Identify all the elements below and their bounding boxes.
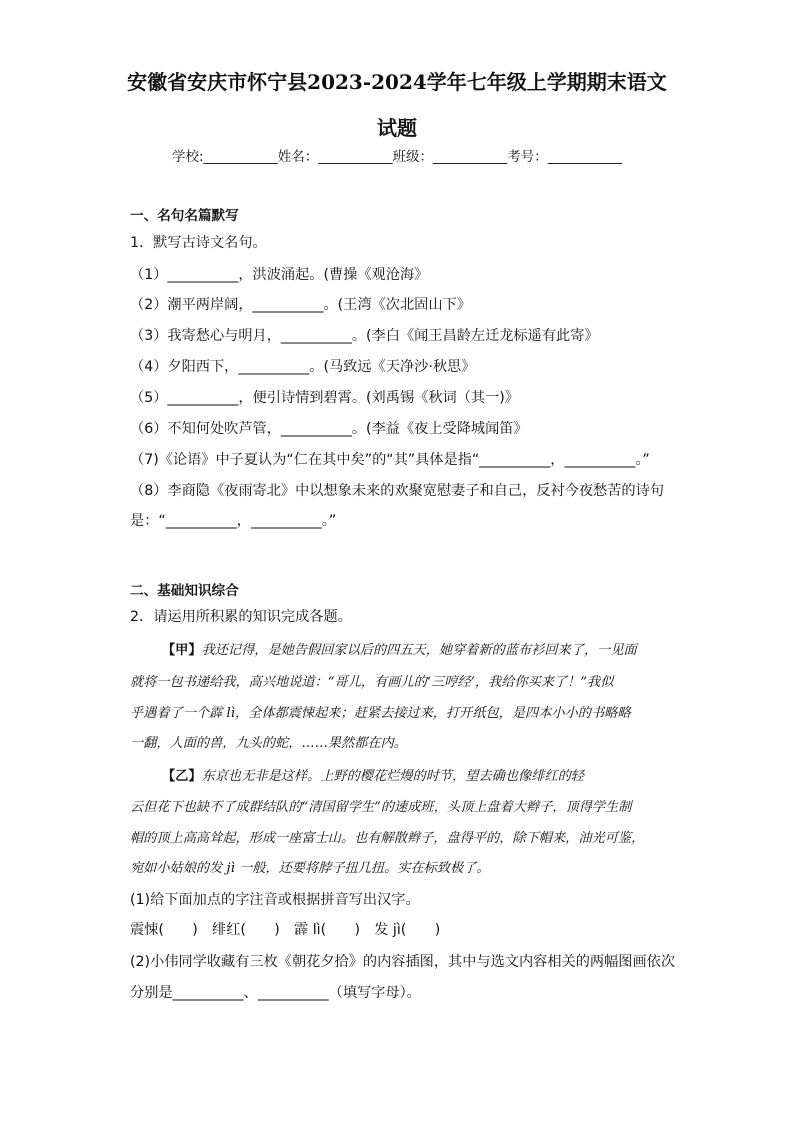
question-1-item: （5）__________，便引诗情到碧霄。(刘禹锡《秋词（其一)》: [130, 390, 519, 406]
question-1: 1．默写古诗文名句。: [130, 235, 267, 251]
question-1-item: （6）不知何处吹芦管，__________。(李益《夜上受降城闻笛》: [130, 421, 528, 437]
passage-yi-text: 东京也无非是这样。上野的樱花烂熳的时节，望去确也像绯红的轻: [201, 769, 584, 784]
passage-jia-line: 一翻，人面的兽，九头的蛇，……果然都在内。: [130, 736, 407, 751]
passage-jia-line: 乎遇着了一个霹 lì，全体都震悚起来；赶紧去接过来，打开纸包，是四本小小的书略略: [130, 706, 631, 721]
question-1-item: （8）李商隐《夜雨寄北》中以想象未来的欢聚宽慰妻子和自己，反衬今夜愁苦的诗句: [130, 483, 664, 499]
sub-question-2: (2)小伟同学收藏有三枚《朝花夕拾》的内容插图，其中与选文内容相关的两幅图画依次: [130, 954, 676, 970]
passage-yi-line: 云但花下也缺不了成群结队的“清国留学生”的速成班，头顶上盘着大辫子，顶得学生制: [130, 800, 632, 815]
passage-jia-text: 我还记得，是她告假回家以后的四五天，她穿着新的蓝布衫回来了，一见面: [201, 643, 637, 658]
passage-jia-tag: 【甲】: [162, 643, 202, 658]
student-info-fields: 学校:___________姓名：___________班级：___________考号：___________: [171, 149, 623, 165]
section2-heading: 二、基础知识综合: [130, 583, 239, 599]
sub-question-2: 分别是__________、__________（填写字母）。: [130, 985, 421, 1001]
question-1-item: （7)《论语》中子夏认为“仁在其中矣”的“其”具体是指“__________，__________。”: [130, 452, 650, 468]
question-1-item: （4）夕阳西下，__________。(马致远《天净沙·秋思》: [130, 359, 476, 375]
question-1-item: 是：“__________，__________。”: [130, 513, 337, 529]
exam-title-line1: 安徽省安庆市怀宁县2023-2024学年七年级上学期期末语文: [127, 70, 667, 94]
sub-question-1: (1)给下面加点的字注音或根据拼音写出汉字。: [130, 892, 420, 908]
passage-yi-line: [162, 767, 584, 787]
exam-title-line2: 试题: [377, 116, 417, 140]
question-2: 2．请运用所积累的知识完成各题。: [130, 609, 352, 625]
passage-jia-line: 就将一包书递给我，高兴地说道：“哥儿，有画儿的‘三哼经’，我给你买来了！”我似: [130, 675, 614, 690]
passage-yi-line: 帽的顶上高高耸起，形成一座富士山。也有解散辫子，盘得平的，除下帽来，油光可鉴，: [130, 831, 645, 846]
question-1-item: （3）我寄愁心与明月，__________。(李白《闻王昌龄左迁龙标遥有此寄》: [130, 328, 599, 344]
question-1-item: （2）潮平两岸阔，__________。(王湾《次北固山下》: [130, 297, 471, 313]
section1-heading: 一、名句名篇默写: [130, 208, 239, 224]
passage-jia-line: [162, 641, 637, 661]
passage-yi-tag: 【乙】: [162, 769, 202, 784]
sub-question-1-blanks: 震悚( ) 绯红( ) 霹 lì( ) 发 jì( ): [130, 922, 441, 938]
question-1-item: （1）__________，洪波涌起。(曹操《观沧海》: [130, 267, 429, 283]
passage-yi-line: 宛如小姑娘的发 jì 一般，还要将脖子扭几扭。实在标致极了。: [130, 861, 490, 876]
